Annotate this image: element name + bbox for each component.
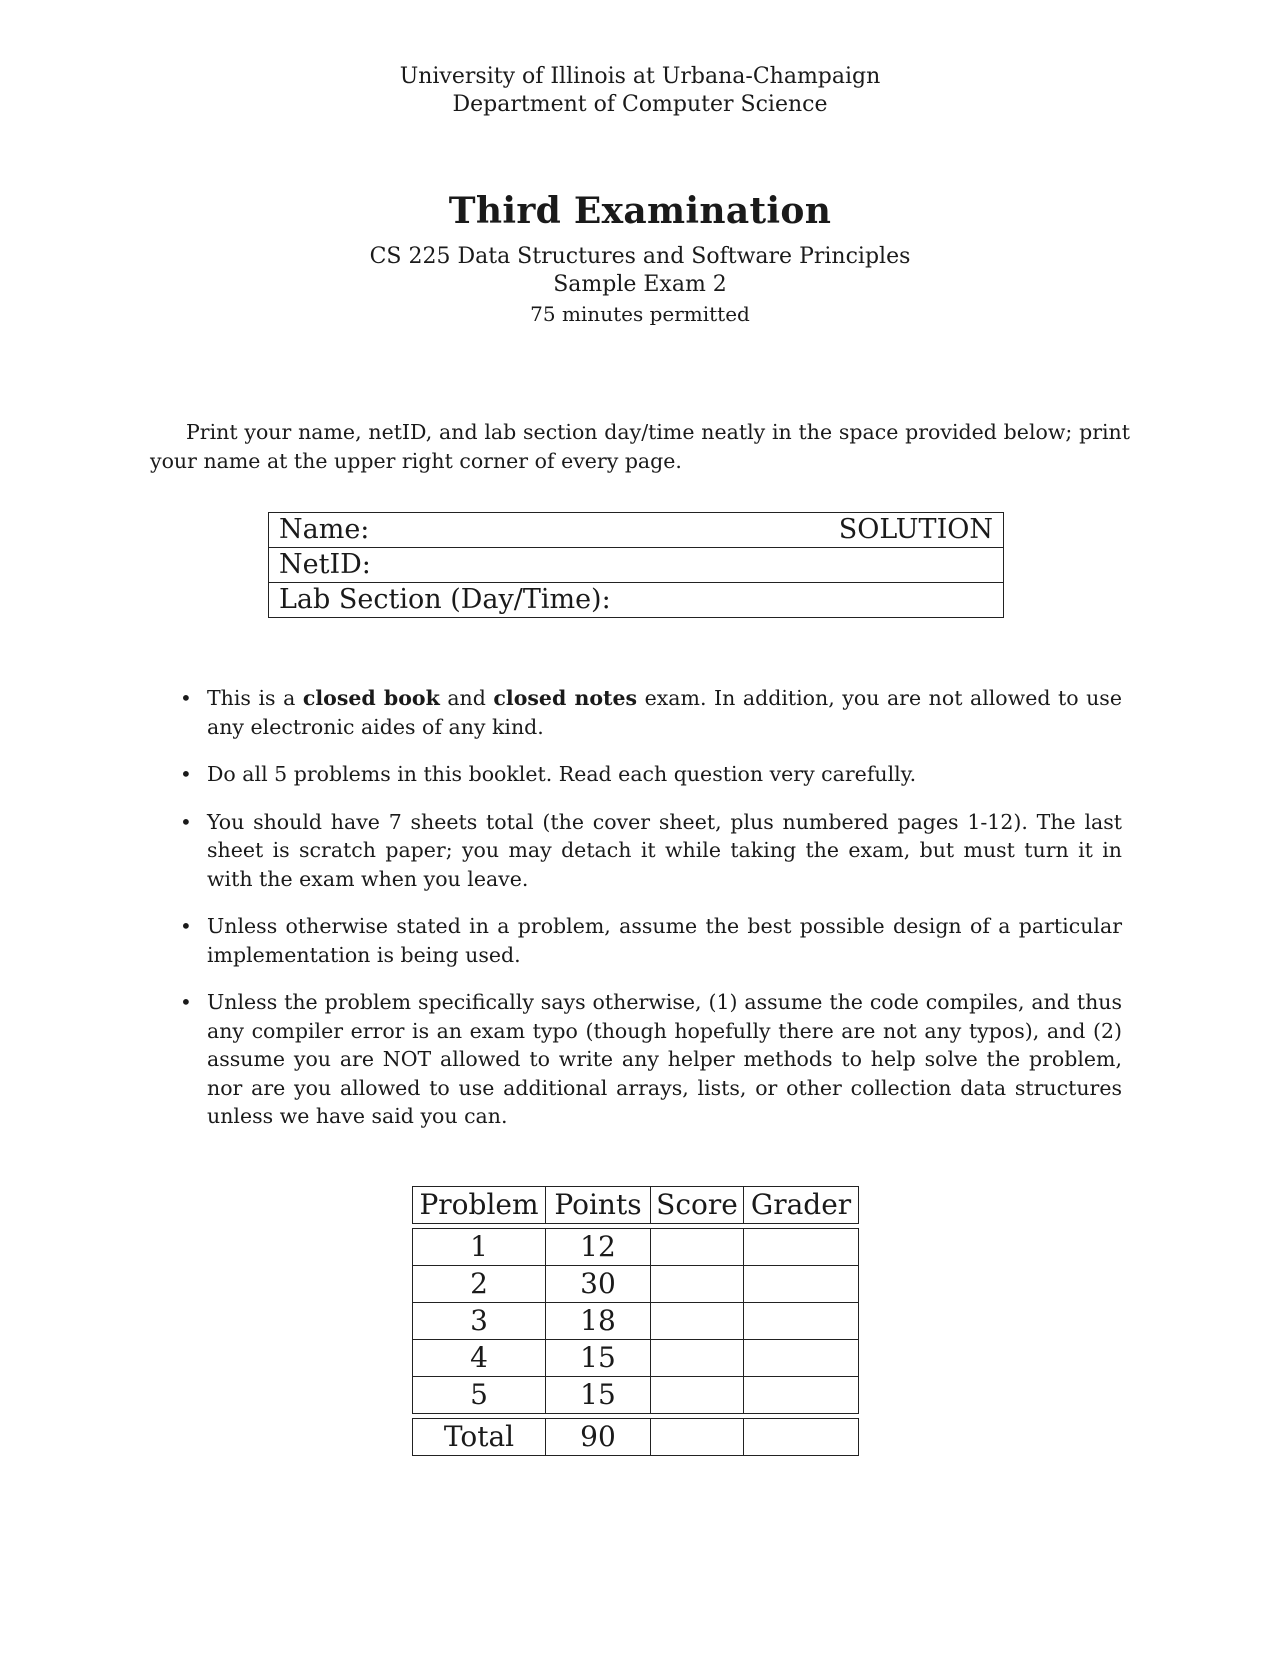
student-id-table [268, 512, 1004, 618]
total-label: Total [412, 1419, 545, 1456]
department-name: Department of Computer Science [452, 92, 828, 117]
rule-text: and [439, 686, 494, 710]
rule-item [180, 760, 1122, 789]
score-cell[interactable] [650, 1303, 743, 1340]
lab-section-label: Lab Section (Day/Time): [279, 584, 611, 615]
rule-text: This is a [207, 686, 303, 710]
university-name: University of Illinois at Urbana-Champaign [399, 64, 881, 89]
problem-points: 15 [545, 1377, 650, 1414]
total-points: 90 [545, 1419, 650, 1456]
exam-title: Third Examination [448, 190, 832, 232]
name-row [268, 512, 1004, 548]
course-title: CS 225 Data Structures and Software Principles [369, 244, 911, 269]
grader-cell[interactable] [743, 1229, 859, 1266]
score-table [412, 1186, 859, 1456]
name-cell[interactable] [268, 512, 1004, 548]
problem-points: 30 [545, 1266, 650, 1303]
bullet-icon: • [180, 914, 192, 938]
lab-section-row [268, 583, 1004, 618]
problem-number: 2 [412, 1266, 545, 1303]
header-score: Score [650, 1186, 743, 1224]
score-cell[interactable] [650, 1377, 743, 1414]
table-row [412, 1377, 859, 1414]
rule-item [180, 912, 1122, 969]
rule-text: You should have 7 sheets total (the cover sheet, plus numbered pages 1-12). The last sheet is scratch paper; you may detach it while taking the exam, but must turn it in with the exam when you leave. [207, 809, 1122, 891]
problem-number: 3 [412, 1303, 545, 1340]
score-cell[interactable] [650, 1266, 743, 1303]
rule-item [180, 988, 1122, 1131]
rule-item [180, 808, 1122, 894]
table-row [412, 1303, 859, 1340]
total-score-cell[interactable] [650, 1419, 743, 1456]
instructions-intro: Print your name, netID, and lab section day/time neatly in the space provided below; print your name at the upper right corner of every page. [150, 420, 1130, 473]
problem-number: 1 [412, 1229, 545, 1266]
name-label: Name: [279, 514, 370, 545]
table-row [412, 1266, 859, 1303]
rule-text: Unless the problem specifically says otherwise, (1) assume the code compiles, and thus any compiler error is an exam typo (though hopefully there are not any typos), and (2) assume you are NOT allowed to write any helper methods to help solve the problem, nor are you allowed to use additional arrays, lists, or other collection data structures unless we have said you can. [207, 990, 1122, 1128]
problem-number: 5 [412, 1377, 545, 1414]
bullet-icon: • [180, 990, 192, 1014]
header-problem: Problem [412, 1186, 545, 1224]
total-row [412, 1419, 859, 1456]
lab-section-cell[interactable] [268, 583, 1004, 618]
bullet-icon: • [180, 686, 192, 710]
exam-rules-list [180, 684, 1122, 1150]
header-grader: Grader [743, 1186, 859, 1224]
sample-exam-label: Sample Exam 2 [553, 272, 727, 297]
time-permitted: 75 minutes permitted [530, 302, 750, 326]
grader-cell[interactable] [743, 1377, 859, 1414]
total-grader-cell[interactable] [743, 1419, 859, 1456]
rule-item [180, 684, 1122, 741]
score-table-header [412, 1186, 859, 1224]
rule-text: Unless otherwise stated in a problem, assume the best possible design of a particular implementation is being used. [207, 914, 1122, 967]
table-row [412, 1229, 859, 1266]
score-cell[interactable] [650, 1340, 743, 1377]
grader-cell[interactable] [743, 1266, 859, 1303]
problem-points: 12 [545, 1229, 650, 1266]
name-value: SOLUTION [838, 514, 993, 545]
rule-emphasis: closed notes [493, 686, 638, 710]
rule-text: Do all 5 problems in this booklet. Read each question very carefully. [207, 762, 917, 786]
grader-cell[interactable] [743, 1340, 859, 1377]
problem-points: 15 [545, 1340, 650, 1377]
netid-cell[interactable] [268, 548, 1004, 583]
bullet-icon: • [180, 809, 192, 834]
problem-number: 4 [412, 1340, 545, 1377]
table-row [412, 1340, 859, 1377]
problem-points: 18 [545, 1303, 650, 1340]
score-cell[interactable] [650, 1229, 743, 1266]
grader-cell[interactable] [743, 1303, 859, 1340]
netid-label: NetID: [279, 549, 371, 580]
header-points: Points [545, 1186, 650, 1224]
bullet-icon: • [180, 762, 192, 786]
rule-emphasis: closed book [302, 686, 440, 710]
netid-row [268, 548, 1004, 583]
rule-text: exam. In addition, you are not allowed to use any electronic aides of any kind. [207, 686, 1122, 739]
